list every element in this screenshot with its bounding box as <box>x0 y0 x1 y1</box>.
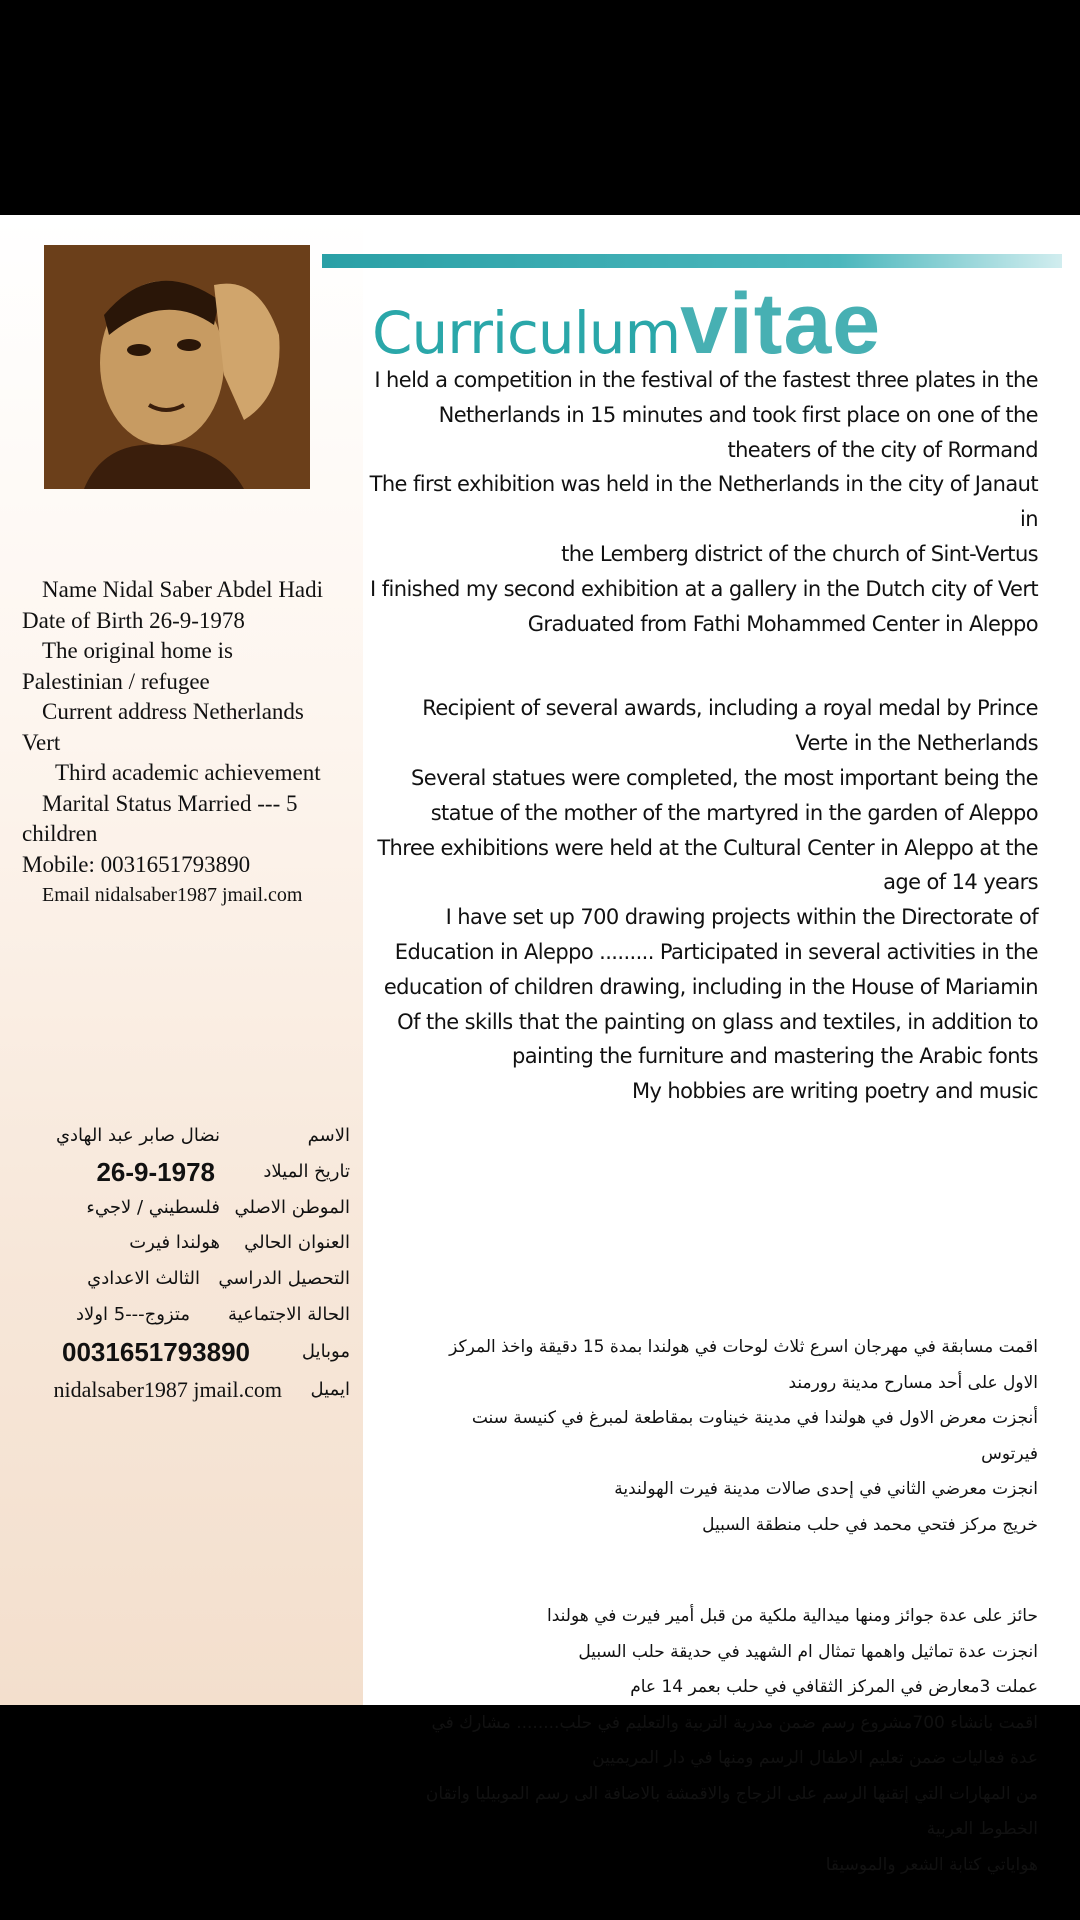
ar-line: عملت 3معارض في المركز الثقافي في حلب بعمر 14 عام <box>630 1677 1038 1697</box>
ar-line: خريج مركز فتحي محمد في حلب منطقة السبيل <box>702 1514 1038 1535</box>
ar-line: الخطوط العربية <box>926 1819 1038 1839</box>
mobile-line: Mobile: 0031651793890 <box>22 851 251 877</box>
ar-home-row <box>10 1197 350 1227</box>
title-vitae: vitae <box>680 276 882 372</box>
en-line: Education in Aleppo ......... Participated in several activities in the <box>394 939 1038 964</box>
ar-line: انجزت معرضي الثاني في إحدى صالات مدينة فيرت الهولندية <box>614 1479 1038 1499</box>
address-line: Current address Netherlands <box>42 699 304 724</box>
en-line: painting the furniture and mastering the Arabic fonts <box>512 1044 1038 1069</box>
ar-dob-value: 26-9-1978 <box>96 1157 215 1187</box>
ar-line: اقمت مسابقة في مهرجان اسرع ثلاث لوحات في هولندا بمدة 15 دقيقة واخذ المركز <box>449 1337 1038 1357</box>
en-line: statue of the mother of the martyred in the garden of Aleppo <box>430 800 1038 825</box>
en-line: Graduated from Fathi Mohammed Center in Aleppo <box>527 611 1038 636</box>
ar-address-row <box>10 1232 350 1262</box>
ar-line: هواياتي كتابة الشعر والموسيقا <box>825 1854 1038 1875</box>
en-line: theaters of the city of Rormand <box>727 437 1038 462</box>
ar-marital-label: الحالة الاجتماعية <box>228 1304 350 1325</box>
en-line: The first exhibition was held in the Netherlands in the city of Janaut in <box>369 472 1038 532</box>
education-line: Third academic achievement <box>55 760 321 785</box>
name-line: Name Nidal Saber Abdel Hadi <box>42 577 324 602</box>
en-line: age of 14 years <box>883 870 1038 895</box>
ar-email-row <box>10 1379 350 1409</box>
ar-name-row <box>10 1125 350 1155</box>
en-line: I held a competition in the festival of the fastest three plates in the <box>374 368 1038 392</box>
en-line: Three exhibitions were held at the Cultural Center in Aleppo at the <box>377 835 1038 860</box>
ar-line: من المهارات التي إتقنها الرسم على الزجاج والاقمشة بالاضافة الى رسم الموبيليا واتقان <box>425 1783 1038 1804</box>
en-line: I have set up 700 drawing projects within the Directorate of <box>445 905 1038 930</box>
ar-line: الاول على أحد مسارح مدينة رورمند <box>788 1372 1038 1393</box>
en-line: My hobbies are writing poetry and music <box>631 1079 1038 1104</box>
ar-dob-row <box>10 1157 350 1191</box>
portrait-photo <box>44 245 310 489</box>
home-line-2: Palestinian / refugee <box>22 668 210 694</box>
ar-marital-row <box>10 1304 350 1334</box>
ar-home-value: فلسطيني / لاجيء <box>86 1197 220 1218</box>
en-line: Of the skills that the painting on glass and textiles, in addition to <box>397 1009 1038 1034</box>
address-line-2: Vert <box>22 729 61 755</box>
en-line: I finished my second exhibition at a gallery in the Dutch city of Vert <box>370 576 1038 601</box>
en-line: Verte in the Netherlands <box>795 731 1038 756</box>
ar-line: حائز على عدة جوائز ومنها ميدالية ملكية من قبل أمير فيرت في هولندا <box>547 1606 1038 1626</box>
ar-line: اقمت بانشاء 700مشروع رسم ضمن مدرية التربية والتعليم في حلب........ مشارك في <box>431 1712 1038 1733</box>
ar-address-value: هولندا فيرت <box>129 1232 220 1253</box>
en-line: Recipient of several awards, including a royal medal by Prince <box>422 696 1038 721</box>
ar-marital-value: متزوج---5 اولاد <box>76 1304 190 1325</box>
english-body <box>358 363 1038 1109</box>
arabic-body <box>388 1330 1038 1883</box>
ar-address-label: العنوان الحالي <box>244 1232 350 1253</box>
marital-line: Marital Status Married --- 5 <box>42 790 298 816</box>
ar-mobile-label: موبايل <box>301 1341 350 1362</box>
ar-dob-label: تاريخ الميلاد <box>263 1161 350 1182</box>
marital-line-2: children <box>22 821 98 846</box>
portrait-icon <box>44 245 310 489</box>
home-line: The original home is <box>42 638 233 663</box>
cv-document <box>0 215 1080 1875</box>
email-line: Email nidalsaber1987 jmail.com <box>42 884 303 906</box>
title-curriculum: Curriculum <box>372 299 681 367</box>
ar-email-label: ايميل <box>310 1379 350 1400</box>
ar-education-row <box>10 1268 350 1298</box>
ar-line: عدة فعاليات ضمن تعليم الاطفال الرسم ومنها في دار المريميين <box>592 1748 1038 1768</box>
ar-mobile-value: 0031651793890 <box>62 1337 250 1367</box>
ar-line: فيرتوس <box>981 1443 1038 1464</box>
english-personal-info <box>22 575 362 911</box>
en-line: the Lemberg district of the church of Sint-Vertus <box>561 541 1038 566</box>
ar-name-value: نضال صابر عبد الهادي <box>55 1125 220 1146</box>
ar-line: أنجزت معرض الاول في هولندا في مدينة خيناوت بمقاطعة لمبرغ في كنيسة سنت <box>471 1408 1038 1428</box>
dob-line: Date of Birth 26-9-1978 <box>22 607 245 633</box>
ar-email-value: nidalsaber1987 jmail.com <box>53 1377 282 1402</box>
ar-education-label: التحصيل الدراسي <box>218 1268 350 1289</box>
ar-mobile-row <box>10 1337 350 1371</box>
ar-name-label: الاسم <box>307 1125 350 1146</box>
en-line: Netherlands in 15 minutes and took first place on one of the <box>438 402 1038 427</box>
ar-education-value: الثالث الاعدادي <box>87 1268 200 1289</box>
ar-line: انجزت عدة تماثيل واهمها تمثال ام الشهيد في حديقة حلب السبيل <box>578 1641 1038 1662</box>
en-line: education of children drawing, including in the House of Mariamin <box>383 974 1038 999</box>
title-accent-bar <box>322 254 1062 268</box>
ar-home-label: الموطن الاصلي <box>234 1197 350 1218</box>
en-line: Several statues were completed, the most important being the <box>411 765 1038 790</box>
page-title <box>372 275 882 372</box>
